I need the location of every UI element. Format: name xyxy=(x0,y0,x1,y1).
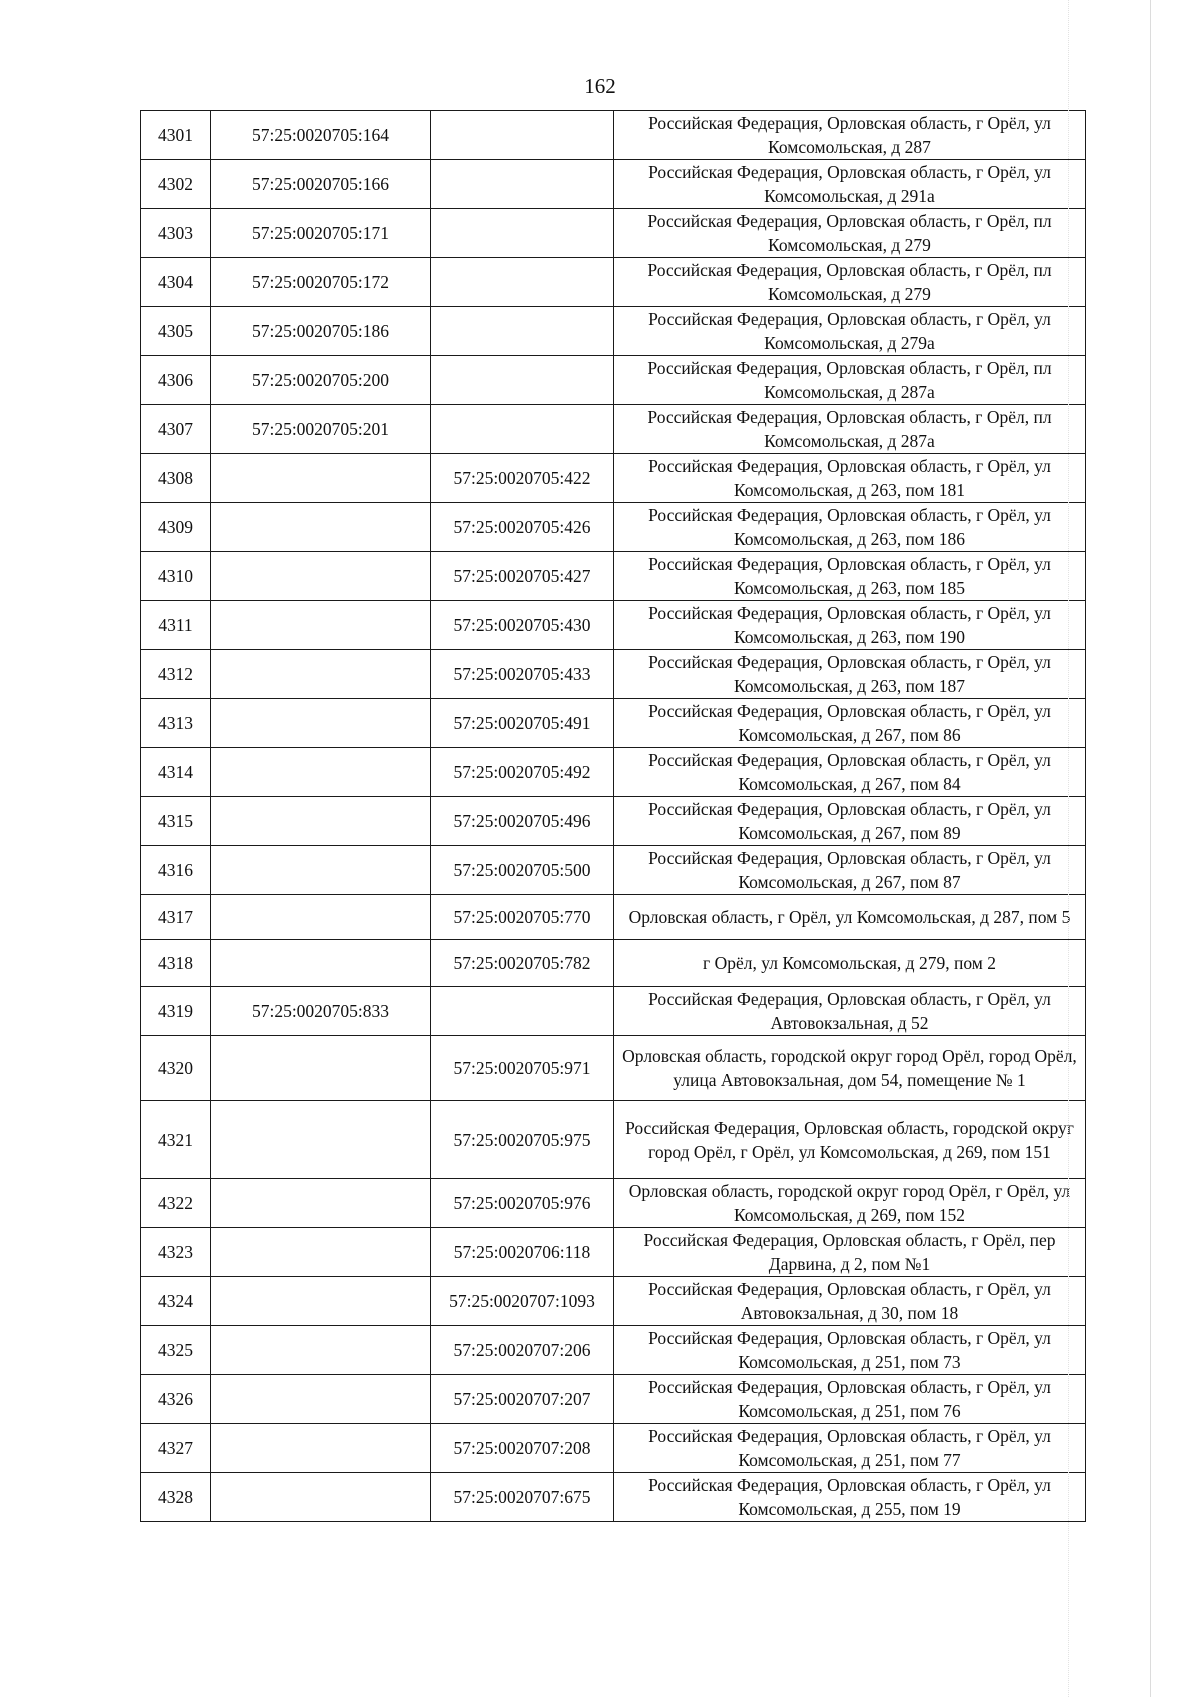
row-number-cell: 4326 xyxy=(141,1375,211,1424)
address-cell: Российская Федерация, Орловская область, г Орёл, ул Комсомольская, д 291а xyxy=(614,160,1086,209)
land-cadastral-number-cell xyxy=(211,1277,431,1326)
object-cadastral-number-cell xyxy=(431,987,614,1036)
table-row xyxy=(141,160,1086,209)
row-number-cell: 4304 xyxy=(141,258,211,307)
row-number-cell: 4318 xyxy=(141,940,211,987)
land-cadastral-number-cell xyxy=(211,1228,431,1277)
land-cadastral-number-cell xyxy=(211,1473,431,1522)
land-cadastral-number-cell xyxy=(211,552,431,601)
row-number-cell: 4319 xyxy=(141,987,211,1036)
object-cadastral-number-cell xyxy=(431,209,614,258)
object-cadastral-number-cell: 57:25:0020705:430 xyxy=(431,601,614,650)
row-number-cell: 4301 xyxy=(141,111,211,160)
object-cadastral-number-cell: 57:25:0020707:1093 xyxy=(431,1277,614,1326)
scan-margin-line xyxy=(1150,0,1151,1697)
address-cell: Российская Федерация, Орловская область, г Орёл, ул Комсомольская, д 267, пом 86 xyxy=(614,699,1086,748)
land-cadastral-number-cell xyxy=(211,1036,431,1101)
table-row xyxy=(141,111,1086,160)
address-cell: Российская Федерация, Орловская область, г Орёл, пл Комсомольская, д 279 xyxy=(614,258,1086,307)
land-cadastral-number-cell xyxy=(211,699,431,748)
land-cadastral-number-cell xyxy=(211,1326,431,1375)
table-row xyxy=(141,1424,1086,1473)
table-row xyxy=(141,1326,1086,1375)
object-cadastral-number-cell xyxy=(431,258,614,307)
object-cadastral-number-cell: 57:25:0020706:118 xyxy=(431,1228,614,1277)
table-row xyxy=(141,356,1086,405)
address-cell: Российская Федерация, Орловская область, г Орёл, пер Дарвина, д 2, пом №1 xyxy=(614,1228,1086,1277)
object-cadastral-number-cell: 57:25:0020705:427 xyxy=(431,552,614,601)
table-row xyxy=(141,1473,1086,1522)
table-row xyxy=(141,940,1086,987)
object-cadastral-number-cell: 57:25:0020705:426 xyxy=(431,503,614,552)
address-cell: Российская Федерация, Орловская область, г Орёл, ул Комсомольская, д 263, пом 181 xyxy=(614,454,1086,503)
address-cell: Российская Федерация, Орловская область, г Орёл, ул Комсомольская, д 267, пом 87 xyxy=(614,846,1086,895)
row-number-cell: 4315 xyxy=(141,797,211,846)
table-row xyxy=(141,503,1086,552)
row-number-cell: 4307 xyxy=(141,405,211,454)
address-cell: Российская Федерация, Орловская область, г Орёл, ул Автовокзальная, д 52 xyxy=(614,987,1086,1036)
page-number: 162 xyxy=(584,74,616,98)
table-row xyxy=(141,748,1086,797)
land-cadastral-number-cell: 57:25:0020705:172 xyxy=(211,258,431,307)
address-cell: Российская Федерация, Орловская область, г Орёл, ул Комсомольская, д 267, пом 84 xyxy=(614,748,1086,797)
land-cadastral-number-cell xyxy=(211,1424,431,1473)
row-number-cell: 4323 xyxy=(141,1228,211,1277)
table-row xyxy=(141,895,1086,940)
address-cell: Орловская область, городской округ город Орёл, г Орёл, ул Комсомольская, д 269, пом 152 xyxy=(614,1179,1086,1228)
object-cadastral-number-cell: 57:25:0020705:491 xyxy=(431,699,614,748)
object-cadastral-number-cell: 57:25:0020705:500 xyxy=(431,846,614,895)
row-number-cell: 4302 xyxy=(141,160,211,209)
object-cadastral-number-cell: 57:25:0020707:206 xyxy=(431,1326,614,1375)
address-cell: Российская Федерация, Орловская область, г Орёл, ул Комсомольская, д 255, пом 19 xyxy=(614,1473,1086,1522)
address-cell: Российская Федерация, Орловская область, г Орёл, ул Комсомольская, д 263, пом 186 xyxy=(614,503,1086,552)
address-cell: Российская Федерация, Орловская область, г Орёл, ул Комсомольская, д 287 xyxy=(614,111,1086,160)
table-row xyxy=(141,405,1086,454)
table-row xyxy=(141,1277,1086,1326)
table-row xyxy=(141,258,1086,307)
object-cadastral-number-cell xyxy=(431,111,614,160)
land-cadastral-number-cell xyxy=(211,748,431,797)
row-number-cell: 4305 xyxy=(141,307,211,356)
table-row xyxy=(141,552,1086,601)
land-cadastral-number-cell xyxy=(211,650,431,699)
row-number-cell: 4308 xyxy=(141,454,211,503)
address-cell: Орловская область, городской округ город Орёл, город Орёл, улица Автовокзальная, дом 54, помещение № 1 xyxy=(614,1036,1086,1101)
table-row xyxy=(141,1375,1086,1424)
address-cell: Орловская область, г Орёл, ул Комсомольская, д 287, пом 5 xyxy=(614,895,1086,940)
object-cadastral-number-cell: 57:25:0020705:971 xyxy=(431,1036,614,1101)
row-number-cell: 4310 xyxy=(141,552,211,601)
land-cadastral-number-cell xyxy=(211,1375,431,1424)
object-cadastral-number-cell: 57:25:0020707:208 xyxy=(431,1424,614,1473)
land-cadastral-number-cell: 57:25:0020705:166 xyxy=(211,160,431,209)
land-cadastral-number-cell: 57:25:0020705:201 xyxy=(211,405,431,454)
land-cadastral-number-cell: 57:25:0020705:164 xyxy=(211,111,431,160)
registry-table xyxy=(140,110,1086,1522)
land-cadastral-number-cell xyxy=(211,454,431,503)
row-number-cell: 4314 xyxy=(141,748,211,797)
table-row xyxy=(141,650,1086,699)
table-row xyxy=(141,1036,1086,1101)
object-cadastral-number-cell xyxy=(431,307,614,356)
land-cadastral-number-cell xyxy=(211,846,431,895)
object-cadastral-number-cell: 57:25:0020705:976 xyxy=(431,1179,614,1228)
table-row xyxy=(141,1101,1086,1179)
row-number-cell: 4321 xyxy=(141,1101,211,1179)
row-number-cell: 4320 xyxy=(141,1036,211,1101)
table-row xyxy=(141,601,1086,650)
address-cell: Российская Федерация, Орловская область, г Орёл, пл Комсомольская, д 287а xyxy=(614,405,1086,454)
address-cell: Российская Федерация, Орловская область, г Орёл, ул Комсомольская, д 251, пом 76 xyxy=(614,1375,1086,1424)
land-cadastral-number-cell: 57:25:0020705:171 xyxy=(211,209,431,258)
land-cadastral-number-cell xyxy=(211,601,431,650)
table-row xyxy=(141,846,1086,895)
address-cell: Российская Федерация, Орловская область, г Орёл, ул Комсомольская, д 279а xyxy=(614,307,1086,356)
object-cadastral-number-cell: 57:25:0020705:433 xyxy=(431,650,614,699)
address-cell: Российская Федерация, Орловская область, г Орёл, ул Комсомольская, д 263, пом 187 xyxy=(614,650,1086,699)
object-cadastral-number-cell: 57:25:0020705:422 xyxy=(431,454,614,503)
address-cell: г Орёл, ул Комсомольская, д 279, пом 2 xyxy=(614,940,1086,987)
row-number-cell: 4306 xyxy=(141,356,211,405)
address-cell: Российская Федерация, Орловская область, г Орёл, ул Комсомольская, д 263, пом 185 xyxy=(614,552,1086,601)
land-cadastral-number-cell xyxy=(211,503,431,552)
address-cell: Российская Федерация, Орловская область, г Орёл, ул Автовокзальная, д 30, пом 18 xyxy=(614,1277,1086,1326)
row-number-cell: 4317 xyxy=(141,895,211,940)
row-number-cell: 4311 xyxy=(141,601,211,650)
object-cadastral-number-cell: 57:25:0020705:492 xyxy=(431,748,614,797)
address-cell: Российская Федерация, Орловская область, городской округ город Орёл, г Орёл, ул Комсомольская, д 269, пом 151 xyxy=(614,1101,1086,1179)
scan-margin-line xyxy=(1068,0,1070,1697)
object-cadastral-number-cell: 57:25:0020707:207 xyxy=(431,1375,614,1424)
address-cell: Российская Федерация, Орловская область, г Орёл, ул Комсомольская, д 267, пом 89 xyxy=(614,797,1086,846)
table-row xyxy=(141,797,1086,846)
land-cadastral-number-cell xyxy=(211,1179,431,1228)
land-cadastral-number-cell: 57:25:0020705:186 xyxy=(211,307,431,356)
object-cadastral-number-cell: 57:25:0020705:496 xyxy=(431,797,614,846)
land-cadastral-number-cell: 57:25:0020705:833 xyxy=(211,987,431,1036)
row-number-cell: 4309 xyxy=(141,503,211,552)
object-cadastral-number-cell: 57:25:0020705:975 xyxy=(431,1101,614,1179)
object-cadastral-number-cell: 57:25:0020707:675 xyxy=(431,1473,614,1522)
land-cadastral-number-cell xyxy=(211,1101,431,1179)
row-number-cell: 4322 xyxy=(141,1179,211,1228)
object-cadastral-number-cell xyxy=(431,160,614,209)
address-cell: Российская Федерация, Орловская область, г Орёл, пл Комсомольская, д 279 xyxy=(614,209,1086,258)
row-number-cell: 4328 xyxy=(141,1473,211,1522)
address-cell: Российская Федерация, Орловская область, г Орёл, пл Комсомольская, д 287а xyxy=(614,356,1086,405)
row-number-cell: 4325 xyxy=(141,1326,211,1375)
land-cadastral-number-cell xyxy=(211,895,431,940)
table-row xyxy=(141,454,1086,503)
table-row xyxy=(141,987,1086,1036)
land-cadastral-number-cell xyxy=(211,797,431,846)
table-row xyxy=(141,699,1086,748)
registry-table-body xyxy=(141,111,1086,1522)
object-cadastral-number-cell xyxy=(431,356,614,405)
object-cadastral-number-cell: 57:25:0020705:782 xyxy=(431,940,614,987)
object-cadastral-number-cell: 57:25:0020705:770 xyxy=(431,895,614,940)
table-row xyxy=(141,307,1086,356)
address-cell: Российская Федерация, Орловская область, г Орёл, ул Комсомольская, д 251, пом 73 xyxy=(614,1326,1086,1375)
object-cadastral-number-cell xyxy=(431,405,614,454)
address-cell: Российская Федерация, Орловская область, г Орёл, ул Комсомольская, д 251, пом 77 xyxy=(614,1424,1086,1473)
land-cadastral-number-cell: 57:25:0020705:200 xyxy=(211,356,431,405)
table-row xyxy=(141,209,1086,258)
table-row xyxy=(141,1228,1086,1277)
row-number-cell: 4316 xyxy=(141,846,211,895)
row-number-cell: 4327 xyxy=(141,1424,211,1473)
row-number-cell: 4303 xyxy=(141,209,211,258)
row-number-cell: 4312 xyxy=(141,650,211,699)
row-number-cell: 4313 xyxy=(141,699,211,748)
land-cadastral-number-cell xyxy=(211,940,431,987)
table-row xyxy=(141,1179,1086,1228)
address-cell: Российская Федерация, Орловская область, г Орёл, ул Комсомольская, д 263, пом 190 xyxy=(614,601,1086,650)
row-number-cell: 4324 xyxy=(141,1277,211,1326)
